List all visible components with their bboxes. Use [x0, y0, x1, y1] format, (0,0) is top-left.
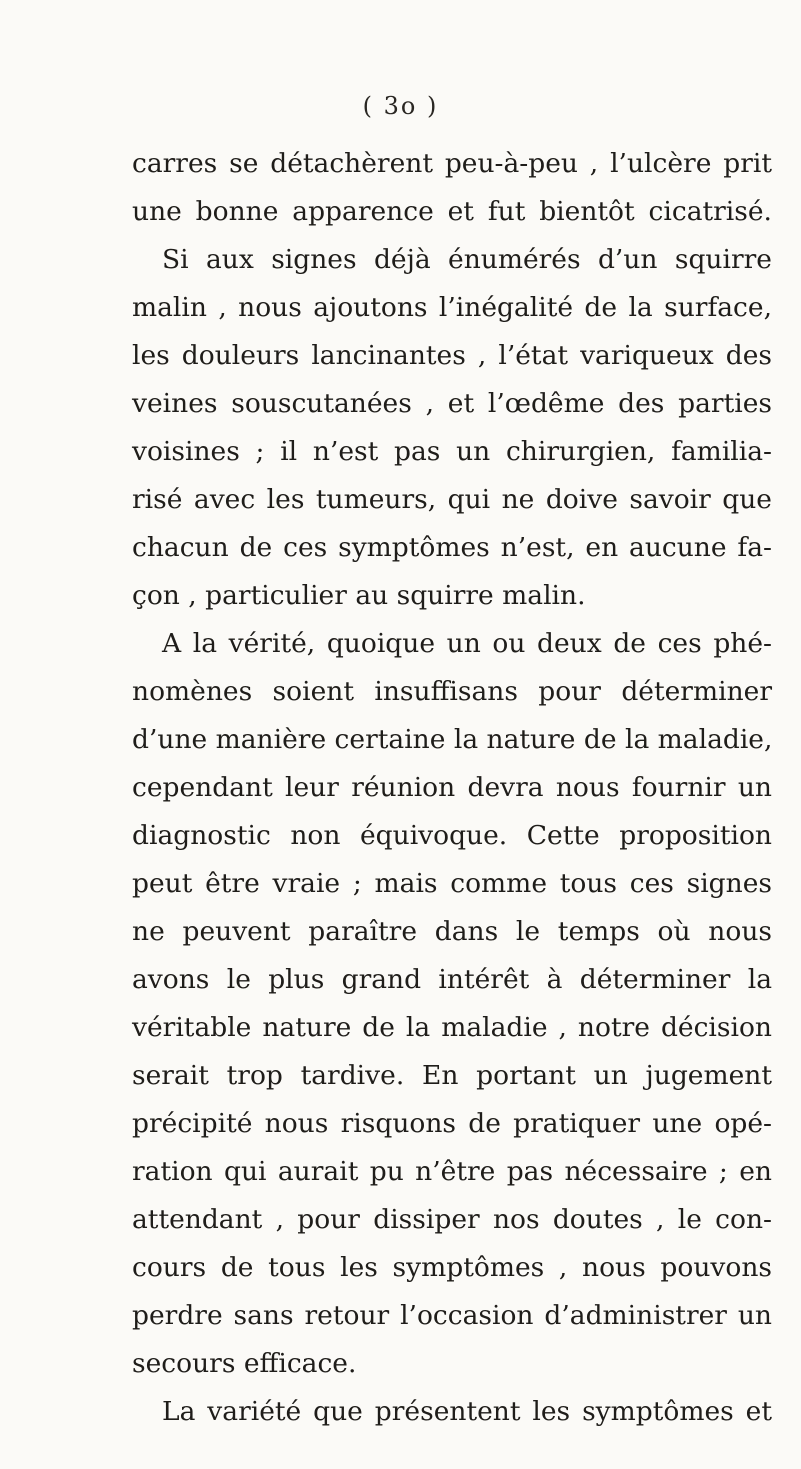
- text-line: nomènes soient insuffisans pour déterminer: [132, 676, 772, 707]
- text-line: cependant leur réunion devra nous fournir un: [132, 772, 772, 803]
- text-line: ne peuvent paraître dans le temps où nous: [132, 916, 772, 947]
- text-line: risé avec les tumeurs, qui ne doive savoir que: [132, 484, 772, 515]
- paragraph-start-line: La variété que présentent les symptômes et: [162, 1396, 772, 1427]
- text-line: diagnostic non équivoque. Cette proposition: [132, 820, 772, 851]
- text-line: avons le plus grand intérêt à déterminer la: [132, 964, 772, 995]
- text-line: malin , nous ajoutons l’inégalité de la surface,: [132, 292, 772, 323]
- text-line: chacun de ces symptômes n’est, en aucune fa-: [132, 532, 772, 563]
- text-line: perdre sans retour l’occasion d’administrer un: [132, 1300, 772, 1331]
- text-line: serait trop tardive. En portant un jugement: [132, 1060, 772, 1091]
- text-line: peut être vraie ; mais comme tous ces signes: [132, 868, 772, 899]
- text-line: d’une manière certaine la nature de la maladie,: [132, 724, 773, 755]
- text-line: les douleurs lancinantes , l’état variqueux des: [132, 340, 772, 371]
- text-line: cours de tous les symptômes , nous pouvons: [132, 1252, 772, 1283]
- text-line: veines souscutanées , et l’œdême des parties: [132, 388, 772, 419]
- text-line: précipité nous risquons de pratiquer une opé-: [132, 1108, 772, 1139]
- body-text: [132, 140, 772, 1436]
- text-line: véritable nature de la maladie , notre décision: [132, 1012, 772, 1043]
- paragraph-start-line: A la vérité, quoique un ou deux de ces phé-: [162, 628, 772, 659]
- text-line: ration qui aurait pu n’être pas nécessaire ; en: [132, 1156, 772, 1187]
- text-line: carres se détachèrent peu-à-peu , l’ulcère prit: [132, 148, 772, 179]
- paragraph-start-line: Si aux signes déjà énumérés d’un squirre: [162, 244, 772, 275]
- paragraph-end-line: çon , particulier au squirre malin.: [132, 580, 586, 611]
- page-number: ( 3o ): [362, 92, 439, 120]
- text-line: voisines ; il n’est pas un chirurgien, familia-: [132, 436, 772, 467]
- text-line: attendant , pour dissiper nos doutes , le con-: [132, 1204, 772, 1235]
- text-line: une bonne apparence et fut bientôt cicatrisé.: [132, 196, 772, 227]
- paragraph-end-line: secours efficace.: [132, 1348, 357, 1379]
